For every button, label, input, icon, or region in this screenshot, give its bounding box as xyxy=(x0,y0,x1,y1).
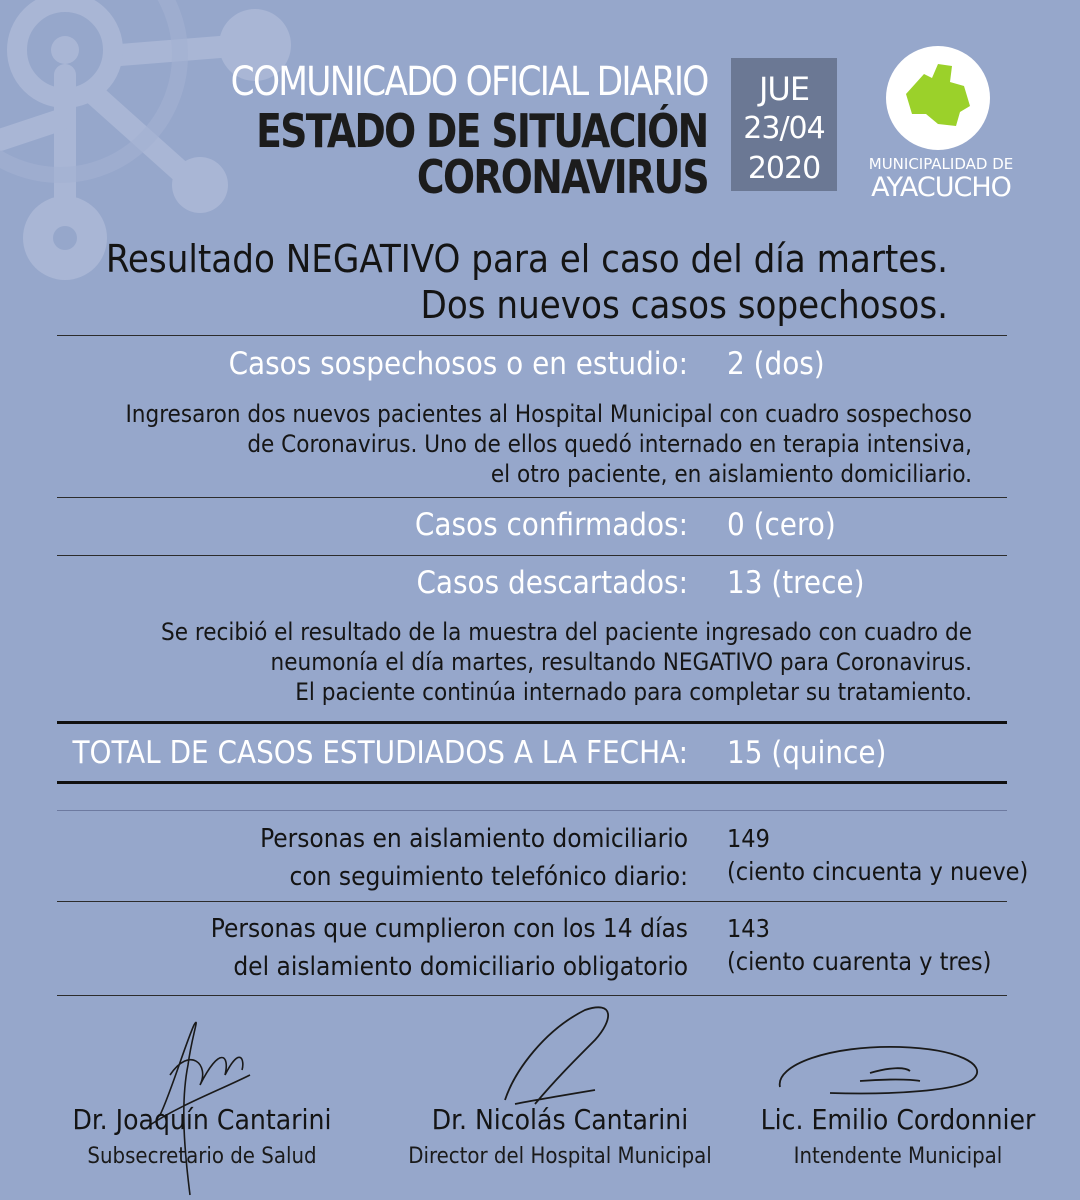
divider xyxy=(57,901,1007,902)
divider xyxy=(57,497,1007,498)
signatory-role: Intendente Municipal xyxy=(793,1144,1003,1169)
completed-isolation-label xyxy=(211,910,688,986)
note-line: El paciente continúa internado para completar su tratamiento. xyxy=(295,678,972,706)
note-line: Ingresaron dos nuevos pacientes al Hospital Municipal con cuadro sospechoso xyxy=(125,400,972,428)
divider xyxy=(57,335,1007,336)
municipal-logo xyxy=(886,46,990,150)
confirmed-cases-label: Casos confirmados: xyxy=(414,507,688,543)
header-title-line3: CORONAVIRUS xyxy=(416,150,708,204)
date-day-month: 23/04 xyxy=(743,111,825,146)
signature-block-1 xyxy=(42,1103,362,1169)
note-line: el otro paciente, en aislamiento domiciliario. xyxy=(490,460,972,488)
completed-isolation-value xyxy=(727,912,991,978)
header-title-line2: ESTADO DE SITUACIÓN xyxy=(256,104,708,158)
signature-scribble-2-icon xyxy=(495,1000,625,1110)
divider xyxy=(57,995,1007,996)
headline-line1: Resultado NEGATIVO para el caso del día martes. xyxy=(105,237,948,281)
confirmed-cases-value: 0 (cero) xyxy=(727,507,836,543)
total-cases-value: 15 (quince) xyxy=(727,735,887,771)
header-title-line1: COMUNICADO OFICIAL DIARIO xyxy=(231,59,708,105)
signature-scribble-3-icon xyxy=(770,1035,990,1105)
value-words: (ciento cuarenta y tres) xyxy=(727,947,992,976)
home-isolation-value xyxy=(727,822,1028,888)
signature-block-2 xyxy=(400,1103,720,1169)
discarded-cases-value: 13 (trece) xyxy=(727,565,865,601)
note-line: de Coronavirus. Uno de ellos quedó internado en terapia intensiva, xyxy=(247,430,972,458)
label-line: Personas que cumplieron con los 14 días xyxy=(210,914,688,944)
signatory-name: Lic. Emilio Cordonnier xyxy=(760,1103,1036,1136)
divider-thick xyxy=(57,781,1007,784)
label-line: con seguimiento telefónico diario: xyxy=(289,862,688,892)
signatory-role: Director del Hospital Municipal xyxy=(408,1144,712,1169)
value-number: 143 xyxy=(727,914,770,943)
divider xyxy=(57,810,1007,811)
logo-bottom-text: AYACUCHO xyxy=(871,172,1011,203)
divider-thick xyxy=(57,721,1007,724)
discarded-cases-label: Casos descartados: xyxy=(416,565,688,601)
label-line: del aislamiento domiciliario obligatorio xyxy=(233,952,688,982)
label-line: Personas en aislamiento domiciliario xyxy=(260,824,688,854)
divider xyxy=(57,555,1007,556)
total-cases-label: TOTAL DE CASOS ESTUDIADOS A LA FECHA: xyxy=(72,735,688,771)
ayacucho-map-icon xyxy=(886,46,990,150)
date-year: 2020 xyxy=(747,151,821,186)
signature-block-3 xyxy=(738,1103,1058,1169)
suspected-cases-value: 2 (dos) xyxy=(727,346,825,382)
home-isolation-label xyxy=(260,820,688,896)
signatory-name: Dr. Joaquín Cantarini xyxy=(72,1103,332,1136)
suspected-cases-note xyxy=(125,399,972,489)
value-words: (ciento cincuenta y nueve) xyxy=(727,857,1029,886)
headline-line2: Dos nuevos casos sopechosos. xyxy=(420,283,948,327)
logo-top-text: MUNICIPALIDAD DE xyxy=(868,155,1014,173)
note-line: neumonía el día martes, resultando NEGATIVO para Coronavirus. xyxy=(270,648,972,676)
suspected-cases-label: Casos sospechosos o en estudio: xyxy=(228,346,688,382)
signatory-name: Dr. Nicolás Cantarini xyxy=(431,1103,689,1136)
value-number: 149 xyxy=(727,824,770,853)
signatory-role: Subsecretario de Salud xyxy=(87,1144,317,1169)
note-line: Se recibió el resultado de la muestra del paciente ingresado con cuadro de xyxy=(161,618,972,646)
date-box xyxy=(731,58,837,191)
discarded-cases-note xyxy=(161,617,972,707)
date-weekday: JUE xyxy=(758,70,810,108)
